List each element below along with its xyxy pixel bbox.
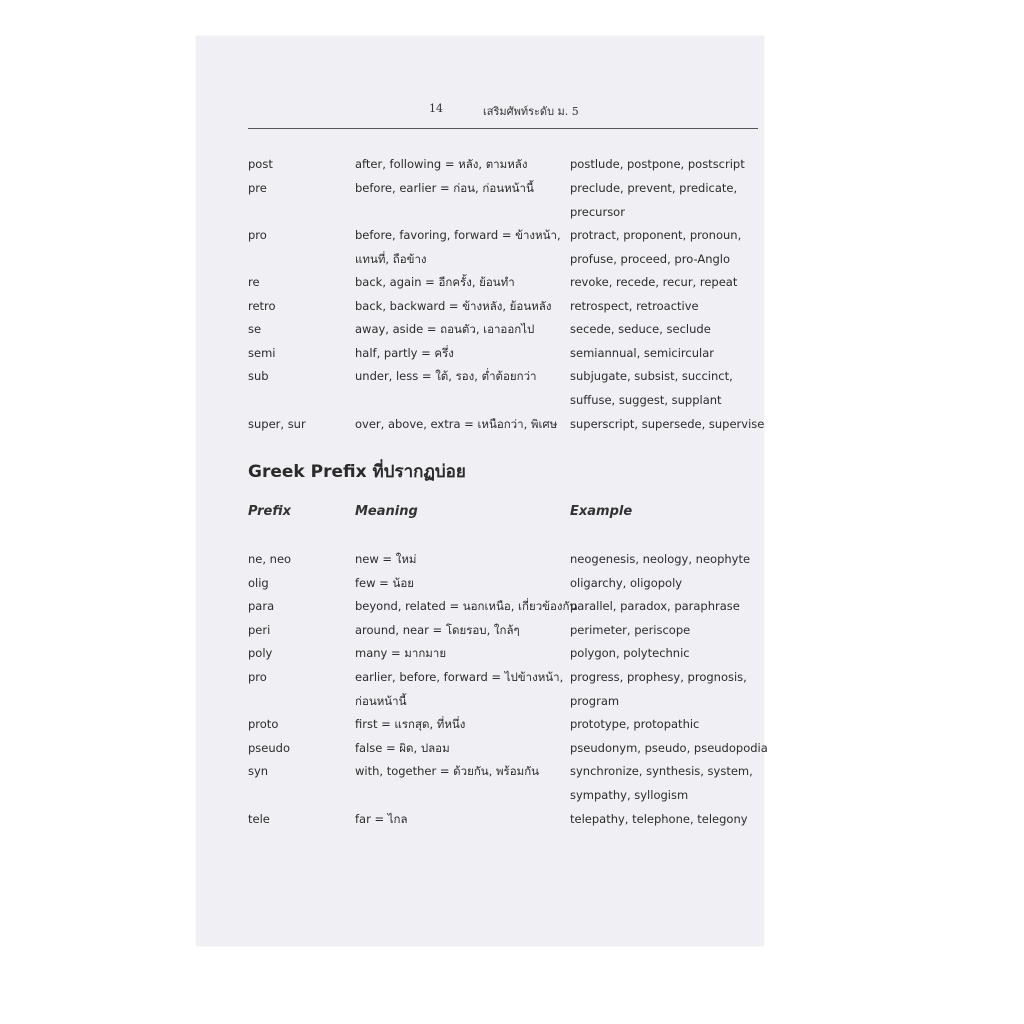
page-number: 14: [429, 102, 443, 115]
table-row: [196, 736, 768, 760]
prefix-cell: pro: [248, 670, 267, 684]
table-row: [196, 759, 764, 783]
table-row: [196, 200, 764, 224]
table-row: [196, 223, 764, 247]
meaning-cell: ก่อนหน้านี้: [355, 694, 407, 708]
example-cell: parallel, paradox, paraphrase: [570, 599, 740, 614]
example-cell: semiannual, semicircular: [570, 345, 714, 360]
table-row: [196, 412, 764, 436]
book-title: เสริมศัพท์ระดับ ม. 5: [483, 105, 579, 118]
book-page: [196, 36, 768, 946]
prefix-cell: se: [248, 322, 262, 337]
meaning-cell: around, near = โดยรอบ, ใกล้ๆ: [355, 622, 520, 637]
prefix-cell: retro: [248, 298, 276, 313]
example-cell: precursor: [570, 204, 625, 219]
table-row: [196, 317, 764, 341]
example-cell: polygon, polytechnic: [570, 646, 690, 661]
table-row: [196, 547, 764, 571]
table-row: [196, 689, 764, 713]
prefix-cell: poly: [248, 646, 273, 661]
example-cell: prototype, protopathic: [570, 717, 700, 732]
prefix-cell: tele: [248, 811, 270, 826]
prefix-cell: syn: [248, 764, 269, 779]
example-cell: preclude, prevent, predicate,: [570, 180, 738, 195]
example-cell: protract, proponent, pronoun,: [570, 227, 742, 242]
example-cell: superscript, supersede, supervise: [570, 416, 765, 431]
prefix-cell: pre: [248, 180, 267, 195]
prefix-cell: post: [248, 157, 273, 171]
meaning-cell: beyond, related = นอกเหนือ, เกี่ยวข้องกัน: [355, 599, 578, 614]
table-row: [196, 665, 764, 689]
meaning-cell: with, together = ด้วยกัน, พร้อมกัน: [355, 764, 540, 779]
prefix-cell: super, sur: [248, 416, 306, 431]
example-cell: program: [570, 694, 620, 708]
table-row: [196, 783, 764, 807]
meaning-cell: false = ผิด, ปลอม: [355, 740, 450, 755]
prefix-cell: re: [248, 275, 260, 289]
meaning-cell: away, aside = ถอนตัว, เอาออกไป: [355, 322, 535, 337]
meaning-cell: new = ใหม่: [355, 552, 417, 566]
table-row: [196, 594, 764, 618]
table-row: [196, 152, 764, 176]
header-rule: [248, 128, 758, 129]
example-cell: revoke, recede, recur, repeat: [570, 275, 738, 289]
table-row: [196, 712, 764, 736]
meaning-cell: back, again = อีกครั้ง, ย้อนทำ: [355, 275, 515, 289]
table-row: [196, 641, 764, 665]
example-cell: secede, seduce, seclude: [570, 322, 711, 337]
example-cell: pseudonym, pseudo, pseudopodia: [570, 740, 768, 755]
prefix-cell: ne, neo: [248, 552, 292, 566]
example-cell: profuse, proceed, pro-Anglo: [570, 251, 731, 266]
meaning-cell: back, backward = ข้างหลัง, ย้อนหลัง: [355, 298, 552, 313]
meaning-cell: earlier, before, forward = ไปข้างหน้า,: [355, 670, 564, 684]
column-header-meaning: Meaning: [355, 504, 418, 519]
example-cell: telepathy, telephone, telegony: [570, 811, 748, 826]
table-row: [196, 571, 764, 595]
meaning-cell: แทนที่, ถือข้าง: [355, 251, 427, 266]
prefix-cell: pro: [248, 227, 267, 242]
table-row: [196, 176, 764, 200]
table-row: [196, 294, 764, 318]
prefix-cell: semi: [248, 345, 276, 360]
greek-prefix-heading: Greek Prefix ที่ปรากฏบ่อย: [248, 462, 466, 482]
meaning-cell: few = น้อย: [355, 575, 414, 590]
example-cell: suffuse, suggest, supplant: [570, 393, 722, 408]
meaning-cell: far = ไกล: [355, 811, 408, 826]
meaning-cell: half, partly = ครึ่ง: [355, 345, 454, 360]
prefix-cell: olig: [248, 575, 269, 590]
column-header-prefix: Prefix: [248, 504, 291, 519]
example-cell: oligarchy, oligopoly: [570, 575, 683, 590]
meaning-cell: many = มากมาย: [355, 646, 447, 661]
table-row: [196, 618, 764, 642]
prefix-cell: sub: [248, 369, 269, 384]
meaning-cell: before, earlier = ก่อน, ก่อนหน้านี้: [355, 180, 534, 195]
example-cell: perimeter, periscope: [570, 622, 691, 637]
prefix-cell: pseudo: [248, 740, 290, 755]
example-cell: synchronize, synthesis, system,: [570, 764, 753, 779]
meaning-cell: before, favoring, forward = ข้างหน้า,: [355, 227, 561, 242]
column-header-example: Example: [570, 504, 633, 519]
prefix-cell: para: [248, 599, 275, 614]
table-row: [196, 247, 764, 271]
example-cell: sympathy, syllogism: [570, 788, 689, 803]
prefix-cell: peri: [248, 622, 271, 637]
meaning-cell: over, above, extra = เหนือกว่า, พิเศษ: [355, 416, 558, 431]
prefix-cell: proto: [248, 717, 279, 732]
example-cell: subjugate, subsist, succinct,: [570, 369, 733, 384]
table-row: [196, 364, 764, 388]
table-row: [196, 341, 764, 365]
example-cell: postlude, postpone, postscript: [570, 157, 745, 171]
meaning-cell: first = แรกสุด, ที่หนึ่ง: [355, 717, 466, 732]
table-row: [196, 270, 764, 294]
example-cell: retrospect, retroactive: [570, 298, 699, 313]
table-row: [196, 807, 764, 831]
table-row: [196, 388, 764, 412]
example-cell: neogenesis, neology, neophyte: [570, 552, 751, 566]
meaning-cell: under, less = ใต้, รอง, ต่ำต้อยกว่า: [355, 369, 537, 384]
example-cell: progress, prophesy, prognosis,: [570, 670, 747, 684]
meaning-cell: after, following = หลัง, ตามหลัง: [355, 157, 528, 171]
